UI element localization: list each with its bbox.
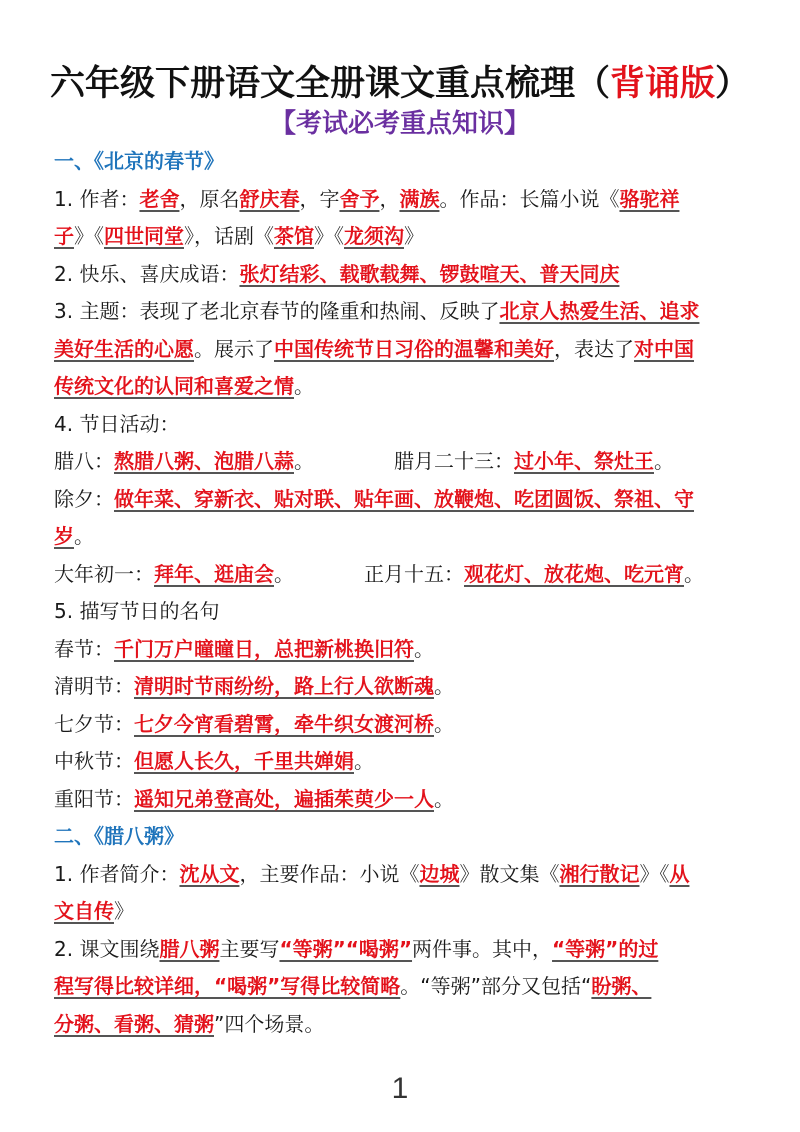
key-term: 美好生活的心愿 bbox=[54, 336, 194, 361]
text: 1. 作者简介： bbox=[54, 861, 180, 886]
poem-double-ninth bbox=[54, 781, 754, 819]
author-line bbox=[54, 181, 754, 219]
text: 》《 bbox=[74, 224, 104, 248]
text: ，字 bbox=[299, 186, 340, 211]
text: 大年初一： bbox=[54, 561, 154, 586]
key-term: 拜年、逛庙会 bbox=[154, 561, 274, 586]
text: 。 bbox=[434, 674, 454, 698]
content-summary-line-3 bbox=[54, 1006, 754, 1044]
text: 3. 主题：表现了老北京春节的隆重和热闹、反映了 bbox=[54, 299, 500, 323]
text: 春节： bbox=[54, 636, 114, 661]
key-term: 千门万户曈曈日，总把新桃换旧符 bbox=[114, 636, 414, 661]
text: ”四个场景。 bbox=[214, 1011, 325, 1036]
text: 。 bbox=[434, 786, 454, 811]
text: 。 bbox=[74, 524, 94, 548]
key-term: 龙须沟 bbox=[344, 224, 404, 248]
key-term: “等粥”的过 bbox=[552, 936, 659, 961]
key-term: 老舍 bbox=[139, 186, 180, 211]
text: 中秋节： bbox=[54, 749, 134, 773]
text: 》《 bbox=[314, 224, 344, 248]
key-term: 清明时节雨纷纷，路上行人欲断魂 bbox=[134, 674, 434, 698]
theme-line-1 bbox=[54, 293, 754, 331]
text: ，主要作品：小说《 bbox=[239, 861, 420, 886]
page-subtitle: 【考试必考重点知识】 bbox=[269, 109, 530, 139]
text: 2. 课文围绕 bbox=[54, 936, 160, 961]
key-term: 中国传统节日习俗的温馨和美好 bbox=[274, 336, 554, 361]
key-term: 湘行散记 bbox=[559, 861, 640, 886]
idioms-line bbox=[54, 256, 754, 294]
text: 除夕： bbox=[54, 486, 114, 511]
famous-lines-label: 5. 描写节日的名句 bbox=[54, 599, 220, 623]
key-term: 腊八粥 bbox=[159, 936, 220, 961]
text: 腊月二十三： bbox=[394, 449, 514, 473]
works-line bbox=[54, 218, 754, 256]
poem-qixi bbox=[54, 706, 754, 744]
key-term: 舒庆春 bbox=[239, 186, 300, 211]
text: 。作品：长篇小说《 bbox=[439, 186, 620, 211]
text: 》《 bbox=[639, 861, 670, 886]
text: 》散文集《 bbox=[459, 861, 560, 886]
key-term: 遥知兄弟登高处，遍插茱萸少一人 bbox=[134, 786, 434, 811]
key-term: 满族 bbox=[399, 186, 440, 211]
text: 。 bbox=[654, 449, 674, 473]
text: 七夕节： bbox=[54, 711, 134, 736]
text: 。“等粥”部分又包括“ bbox=[400, 974, 592, 998]
key-term: 岁 bbox=[54, 524, 74, 548]
activities-new-years-eve-cont bbox=[54, 518, 754, 556]
text: 。 bbox=[434, 711, 454, 736]
text: 。 bbox=[354, 749, 374, 773]
key-term: 沈从文 bbox=[179, 861, 240, 886]
text: 主要写 bbox=[219, 936, 280, 961]
text: 正月十五： bbox=[364, 561, 464, 586]
author-intro-cont bbox=[54, 893, 754, 931]
title-accent: 背诵版 bbox=[609, 64, 715, 104]
text: 。 bbox=[294, 374, 314, 398]
text: ，原名 bbox=[179, 186, 240, 211]
text: 》 bbox=[404, 224, 424, 248]
text: ， bbox=[379, 186, 400, 211]
text: 2. 快乐、喜庆成语： bbox=[54, 261, 240, 286]
content-summary-line-1 bbox=[54, 931, 754, 969]
key-term: 做年菜、穿新衣、贴对联、贴年画、放鞭炮、吃团圆饭、祭祖、守 bbox=[114, 486, 694, 511]
section-heading-laba-porridge: 二、《腊八粥》 bbox=[54, 824, 184, 848]
theme-line-2 bbox=[54, 331, 754, 369]
text: 腊八： bbox=[54, 449, 114, 473]
text: 1. 作者： bbox=[54, 186, 140, 211]
text: 。 bbox=[684, 561, 704, 586]
key-term: 骆驼祥 bbox=[619, 186, 680, 211]
key-term: “等粥”“喝粥” bbox=[279, 936, 413, 961]
key-term: 分粥、看粥、猜粥 bbox=[54, 1011, 214, 1036]
text: 。 bbox=[294, 449, 314, 473]
key-term: 四世同堂 bbox=[104, 224, 184, 248]
theme-line-3 bbox=[54, 368, 754, 406]
text: 。 bbox=[414, 636, 434, 661]
page-title bbox=[0, 56, 800, 106]
poem-mid-autumn bbox=[54, 743, 754, 781]
text: 。 bbox=[274, 561, 294, 586]
key-term: 张灯结彩、载歌载舞、锣鼓喧天、普天同庆 bbox=[239, 261, 620, 286]
text: 》 bbox=[114, 899, 134, 923]
text: ，表达了 bbox=[554, 336, 634, 361]
title-end: ） bbox=[715, 64, 751, 104]
key-term: 对中国 bbox=[634, 336, 694, 361]
poem-spring-festival bbox=[54, 631, 754, 669]
key-term: 子 bbox=[54, 224, 74, 248]
content-summary-line-2 bbox=[54, 968, 754, 1006]
key-term: 茶馆 bbox=[274, 224, 314, 248]
key-term: 从 bbox=[669, 861, 690, 886]
key-term: 边城 bbox=[419, 861, 460, 886]
key-term: 熬腊八粥、泡腊八蒜 bbox=[114, 449, 294, 473]
text: 》，话剧《 bbox=[184, 224, 274, 248]
title-main: 六年级下册语文全册课文重点梳理（ bbox=[49, 64, 610, 104]
author-intro-line bbox=[54, 856, 754, 894]
text: 重阳节： bbox=[54, 786, 134, 811]
key-term: 传统文化的认同和喜爱之情 bbox=[54, 374, 294, 398]
key-term: 程写得比较详细，“喝粥”写得比较简略 bbox=[54, 974, 401, 998]
document-content bbox=[54, 143, 754, 1043]
key-term: 舍予 bbox=[339, 186, 380, 211]
key-term: 观花灯、放花炮、吃元宵 bbox=[464, 561, 684, 586]
key-term: 但愿人长久，千里共婵娟 bbox=[134, 749, 354, 773]
section-heading-beijing-spring-festival: 一、《北京的春节》 bbox=[54, 149, 224, 173]
text: 两件事。其中， bbox=[412, 936, 553, 961]
activities-new-years-eve-line bbox=[54, 481, 754, 519]
key-term: 北京人热爱生活、追求 bbox=[499, 299, 700, 323]
text: 。展示了 bbox=[194, 336, 274, 361]
poem-qingming bbox=[54, 668, 754, 706]
page-number: 1 bbox=[391, 1072, 409, 1105]
activities-new-year-line bbox=[54, 556, 754, 594]
activities-laba-line bbox=[54, 443, 754, 481]
key-term: 七夕今宵看碧霄，牵牛织女渡河桥 bbox=[134, 711, 434, 736]
text: 清明节： bbox=[54, 674, 134, 698]
key-term: 盼粥、 bbox=[591, 974, 652, 998]
key-term: 文自传 bbox=[54, 899, 114, 923]
activities-label: 4. 节日活动： bbox=[54, 411, 180, 436]
key-term: 过小年、祭灶王 bbox=[514, 449, 654, 473]
